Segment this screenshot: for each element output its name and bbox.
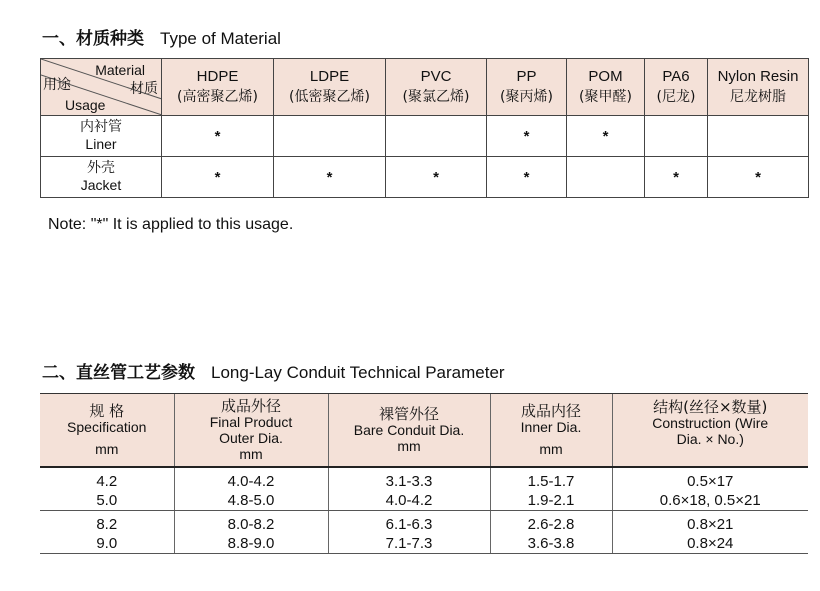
col-header-pvc xyxy=(386,59,487,116)
table-row xyxy=(40,511,808,535)
table-cell: 8.2 xyxy=(96,516,118,533)
table-cell: * xyxy=(274,157,386,198)
header-en: Specification xyxy=(67,419,147,435)
table-cell: 6.1-6.3 xyxy=(328,511,490,535)
usage-note: Note: "*" It is applied to this usage. xyxy=(48,216,294,233)
corner-usage-label: Usage xyxy=(65,97,106,113)
section1-title-en: Type of Material xyxy=(160,29,281,48)
section1-heading xyxy=(42,24,281,49)
table-cell: 0.6×18, 0.5×21 xyxy=(612,491,808,511)
parameter-table xyxy=(40,393,808,554)
table-cell: 8.0-8.2 xyxy=(174,511,328,535)
table-cell: 1.5-1.7 xyxy=(490,467,612,491)
table-cell xyxy=(386,116,487,157)
header-final-outer-dia xyxy=(174,394,328,468)
table-cell: 5.0 xyxy=(40,491,174,511)
corner-cell xyxy=(41,59,162,116)
row-label-jacket xyxy=(41,157,162,198)
col-header-pp xyxy=(487,59,567,116)
table-cell xyxy=(567,157,645,198)
col-header-ldpe xyxy=(274,59,386,116)
table-cell: * xyxy=(162,157,274,198)
table-cell: * xyxy=(162,116,274,157)
header-en: Inner Dia. xyxy=(520,419,582,435)
material-row-liner xyxy=(41,116,809,157)
col-header-pa6 xyxy=(645,59,708,116)
section1-title-zh: 一、材质种类 xyxy=(42,29,144,49)
material-table xyxy=(40,58,809,198)
col-header-hdpe xyxy=(162,59,274,116)
header-construction xyxy=(612,394,808,468)
header-unit: mm xyxy=(239,446,263,462)
col-zh: (聚氯乙烯) xyxy=(402,89,470,105)
table-row xyxy=(40,491,808,511)
header-zh: 规 格 xyxy=(89,402,125,420)
corner-material-zh: 材质 xyxy=(130,81,158,97)
table-cell: 4.0-4.2 xyxy=(174,467,328,491)
table-cell: 9.0 xyxy=(40,534,174,554)
table-cell: 1.9-2.1 xyxy=(490,491,612,511)
table-cell: 2.6-2.8 xyxy=(490,511,612,535)
col-en: PP xyxy=(516,68,537,85)
table-cell: 4.0-4.2 xyxy=(328,491,490,511)
table-cell: * xyxy=(487,116,567,157)
row-label-zh: 内衬管 xyxy=(80,119,122,135)
table-cell: 0.5×17 xyxy=(612,467,808,491)
col-en: PA6 xyxy=(662,68,690,85)
col-en: LDPE xyxy=(309,68,350,85)
header-zh: 结构(丝径×数量) xyxy=(653,398,768,416)
col-en: HDPE xyxy=(196,68,239,85)
header-zh: 裸管外径 xyxy=(378,405,439,423)
header-en: Bare Conduit Dia. xyxy=(353,422,465,438)
table-cell: 4.8-5.0 xyxy=(174,491,328,511)
header-zh: 成品外径 xyxy=(220,397,281,415)
table-cell: * xyxy=(487,157,567,198)
table-row xyxy=(40,534,808,554)
table-cell: * xyxy=(567,116,645,157)
table-cell xyxy=(645,116,708,157)
table-cell: * xyxy=(386,157,487,198)
col-header-nylon-resin xyxy=(708,59,809,116)
table-cell: * xyxy=(645,157,708,198)
header-unit: mm xyxy=(397,438,421,454)
header-inner-dia xyxy=(490,394,612,468)
corner-usage-zh: 用途 xyxy=(43,77,71,93)
parameter-header-row xyxy=(40,394,808,468)
table-cell: 3.1-3.3 xyxy=(328,467,490,491)
col-zh: (低密聚乙烯) xyxy=(289,89,370,105)
section2-heading xyxy=(42,358,505,383)
section2-title-zh: 二、直丝管工艺参数 xyxy=(42,363,195,383)
col-zh: (高密聚乙烯) xyxy=(177,89,258,105)
header-zh: 成品内径 xyxy=(520,402,581,420)
col-header-pom xyxy=(567,59,645,116)
header-unit: mm xyxy=(95,441,119,457)
col-en: PVC xyxy=(420,68,452,85)
table-cell: * xyxy=(708,157,809,198)
table-cell: 7.1-7.3 xyxy=(328,534,490,554)
table-cell: 4.2 xyxy=(96,473,118,490)
table-cell: 0.8×21 xyxy=(612,511,808,535)
header-en: Construction (Wire Dia. × No.) xyxy=(652,415,769,447)
row-label-liner xyxy=(41,116,162,157)
table-cell: 8.8-9.0 xyxy=(174,534,328,554)
corner-material-label: Material xyxy=(95,62,145,78)
table-cell xyxy=(274,116,386,157)
header-specification xyxy=(40,394,174,468)
col-zh: (尼龙) xyxy=(656,89,696,105)
col-zh: (聚丙烯) xyxy=(500,89,553,105)
table-cell: 3.6-3.8 xyxy=(490,534,612,554)
table-cell xyxy=(708,116,809,157)
section2-title-en: Long-Lay Conduit Technical Parameter xyxy=(211,363,505,382)
col-zh: 尼龙树脂 xyxy=(730,89,786,105)
header-bare-conduit-dia xyxy=(328,394,490,468)
table-row xyxy=(40,467,808,491)
row-label-zh: 外壳 xyxy=(87,160,115,176)
table-cell: 0.8×24 xyxy=(612,534,808,554)
col-en: POM xyxy=(588,68,623,85)
header-en: Final Product Outer Dia. xyxy=(209,414,293,446)
col-zh: (聚甲醛) xyxy=(579,89,632,105)
row-label-en: Jacket xyxy=(80,177,122,193)
row-label-en: Liner xyxy=(85,136,117,152)
header-unit: mm xyxy=(539,441,563,457)
col-en: Nylon Resin xyxy=(717,68,799,85)
material-row-jacket xyxy=(41,157,809,198)
material-header-row xyxy=(41,59,809,116)
